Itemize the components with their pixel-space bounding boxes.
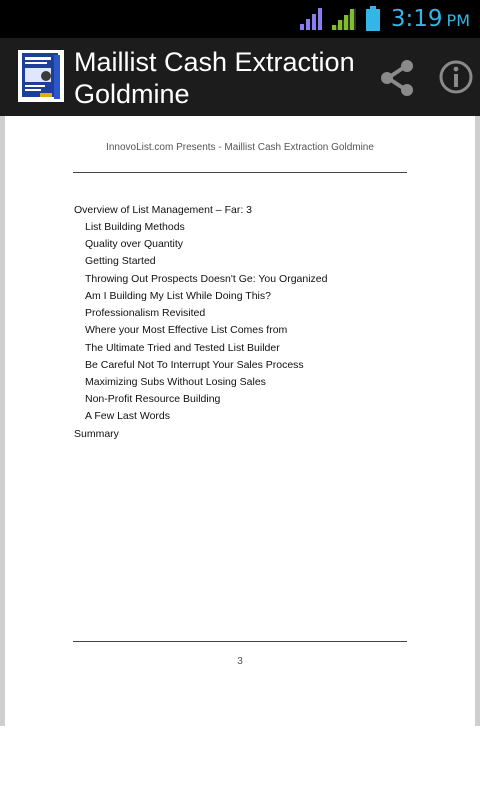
toc-item: Professionalism Revisited	[85, 307, 206, 319]
bottom-blank-area	[0, 726, 480, 800]
signal-purple-icon	[299, 7, 325, 31]
info-icon[interactable]	[436, 57, 476, 97]
page-header: InnovoList.com Presents - Maillist Cash Extraction Goldmine	[106, 142, 374, 153]
toc-item: The Ultimate Tried and Tested List Builder	[85, 342, 280, 354]
header-divider	[73, 172, 407, 173]
clock-ampm: PM	[446, 11, 470, 30]
clock	[391, 6, 470, 32]
status-icons	[299, 0, 470, 38]
toc-item: Be Careful Not To Interrupt Your Sales Process	[85, 359, 304, 371]
toc-item: Maximizing Subs Without Losing Sales	[85, 376, 266, 388]
footer-divider	[73, 641, 407, 642]
toc-item: Where your Most Effective List Comes from	[85, 324, 288, 336]
toc-item: Am I Building My List While Doing This?	[85, 290, 271, 302]
toc-item: Non-Profit Resource Building	[85, 393, 221, 405]
status-bar	[0, 0, 480, 38]
app-title: Maillist Cash Extraction Goldmine	[74, 47, 355, 109]
toc-item: Quality over Quantity	[85, 238, 184, 250]
toc-item: A Few Last Words	[85, 410, 171, 422]
toc-item: Getting Started	[85, 255, 156, 267]
toc-item: List Building Methods	[85, 221, 185, 233]
toc-item: Throwing Out Prospects Doesn't Ge: You Organized	[85, 273, 328, 285]
toc-item: Summary	[74, 428, 119, 440]
share-icon[interactable]	[378, 58, 418, 98]
action-bar	[0, 38, 480, 116]
ebook-cover-icon[interactable]	[18, 50, 64, 102]
clock-time: 3:19	[390, 6, 443, 32]
pdf-page[interactable]	[5, 116, 475, 726]
battery-icon	[365, 6, 381, 32]
pdf-viewer[interactable]	[0, 116, 480, 726]
signal-green-icon	[331, 7, 357, 31]
toc-item: Overview of List Management – Far: 3	[74, 204, 252, 216]
page-number: 3	[237, 656, 243, 667]
